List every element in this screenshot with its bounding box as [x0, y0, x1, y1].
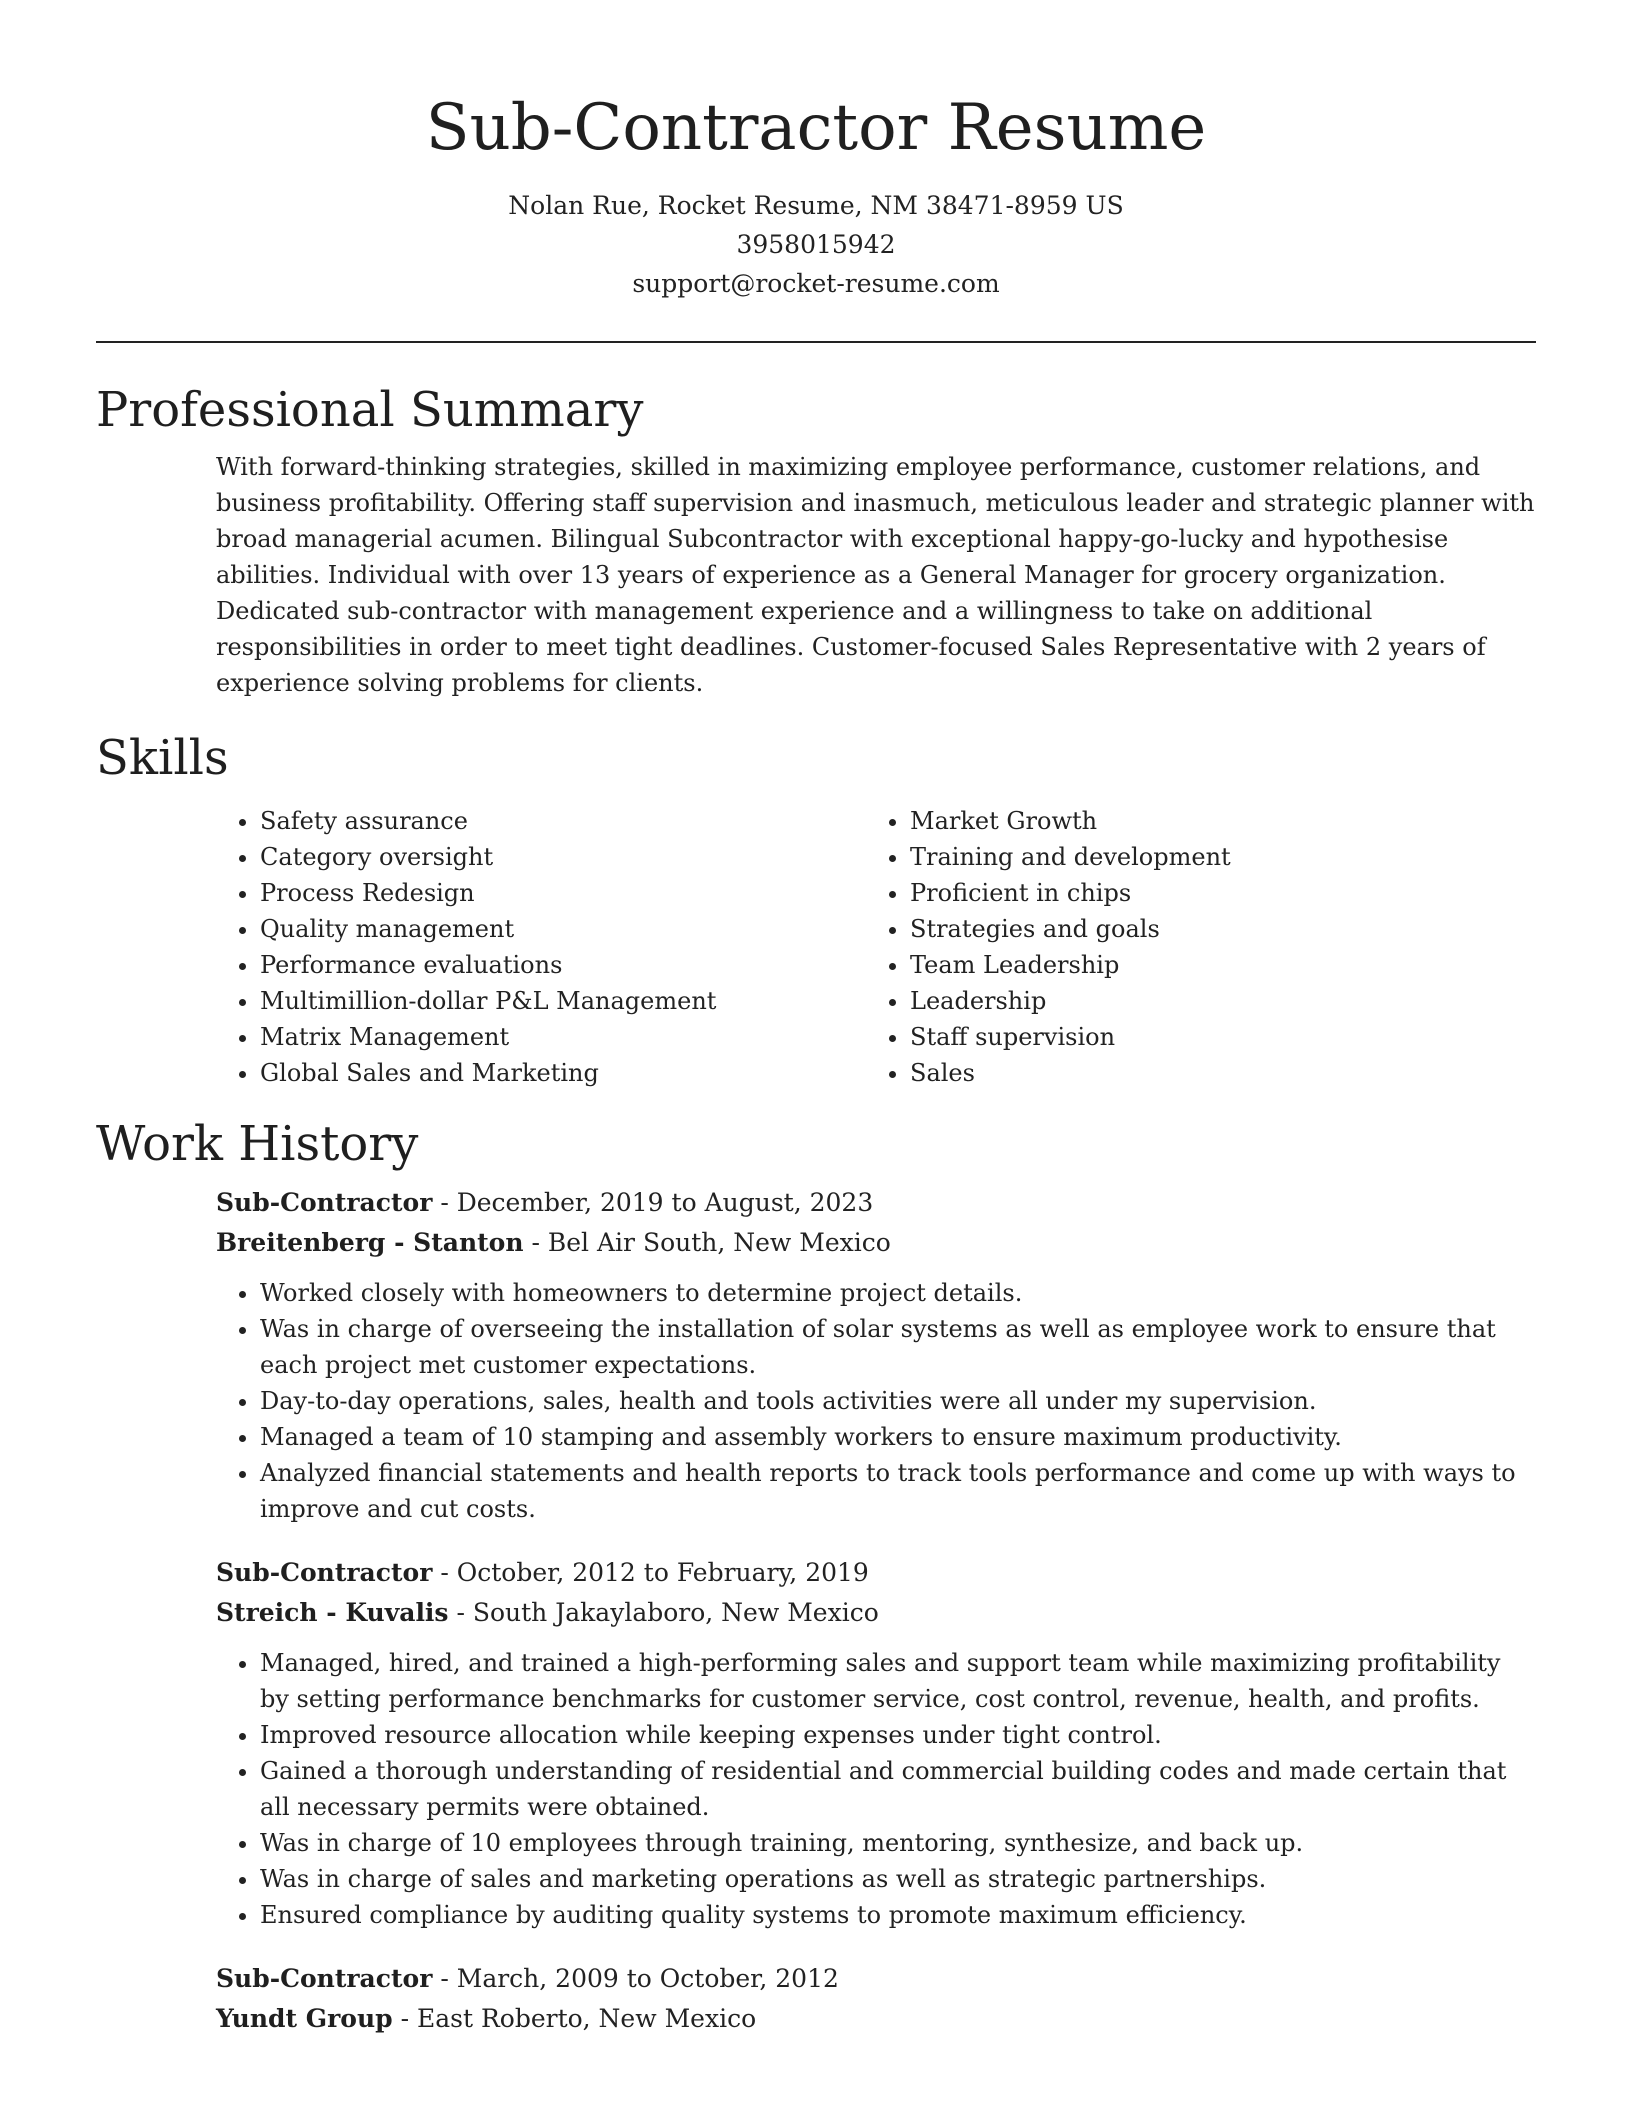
summary-text: With forward-thinking strategies, skilled in maximizing employee performance, customer relations, and business profitability. Offering staff supervision and inasmuch, meticulous leader and strategic planner with broad managerial acumen. Bilingual Subcontractor with exceptional happy-go-lucky and hypothesise abilities. Individual with over 13 years of experience as a General Manager for grocery organization. Dedicated sub-contractor with management experience and a willingness to take on additional responsibilities in order to meet tight deadlines. Customer-focused Sales Representative with 2 years of experience solving problems for clients.	[216, 453, 1535, 697]
job-bullet: • Improved resource allocation while keeping expenses under tight control.	[260, 1717, 1536, 1753]
job-bullet: • Worked closely with homeowners to determine project details.	[260, 1275, 1536, 1311]
resume-page	[96, 80, 1536, 2065]
contact-phone: 3958015942	[736, 230, 896, 259]
skill-item: • Quality management	[260, 911, 866, 947]
summary-heading: Professional Summary	[96, 382, 644, 438]
skill-item: • Staff supervision	[910, 1019, 1516, 1055]
skill-item: • Category oversight	[260, 839, 866, 875]
job-company: Streich - Kuvalis	[216, 1598, 449, 1627]
skill-item: • Multimillion-dollar P&L Management	[260, 983, 866, 1019]
contact-email: support@rocket-resume.com	[632, 269, 1000, 298]
job-bullet: • Was in charge of overseeing the installation of solar systems as well as employee work to ensure that each project met customer expectations.	[260, 1311, 1536, 1383]
page-title: Sub-Contractor Resume	[425, 91, 1207, 165]
job-company-line: Yundt Group - East Roberto, New Mexico	[216, 2004, 757, 2033]
skill-item: • Matrix Management	[260, 1019, 866, 1055]
skill-item: • Leadership	[910, 983, 1516, 1019]
skill-item: • Proficient in chips	[910, 875, 1516, 911]
job-location: Bel Air South, New Mexico	[547, 1228, 891, 1257]
skill-item: • Strategies and goals	[910, 911, 1516, 947]
job-bullet: • Ensured compliance by auditing quality systems to promote maximum efficiency.	[260, 1897, 1536, 1933]
skill-item: • Market Growth	[910, 803, 1516, 839]
job-dates: March, 2009 to October, 2012	[456, 1964, 839, 1993]
job-title: Sub-Contractor	[216, 1964, 433, 1993]
job-title: Sub-Contractor	[216, 1188, 433, 1217]
job-entry	[216, 1183, 1536, 1527]
contact-address: Nolan Rue, Rocket Resume, NM 38471-8959 US	[508, 191, 1124, 220]
job-company-line: Streich - Kuvalis - South Jakaylaboro, New Mexico	[216, 1598, 879, 1627]
skills-column-right	[866, 803, 1516, 1091]
job-bullet: • Was in charge of sales and marketing operations as well as strategic partnerships.	[260, 1861, 1536, 1897]
job-title: Sub-Contractor	[216, 1558, 433, 1587]
job-bullets	[216, 1645, 1536, 1933]
contact-block	[96, 186, 1536, 303]
skills-heading: Skills	[96, 730, 229, 786]
job-title-line: Sub-Contractor - March, 2009 to October, 2012	[216, 1964, 839, 1993]
job-bullets	[216, 1275, 1536, 1527]
job-bullet: • Analyzed financial statements and health reports to track tools performance and come up with ways to improve and cut costs.	[260, 1455, 1536, 1527]
job-location: South Jakaylaboro, New Mexico	[472, 1598, 879, 1627]
job-bullet: • Day-to-day operations, sales, health and tools activities were all under my supervision.	[260, 1383, 1536, 1419]
job-bullet: • Was in charge of 10 employees through training, mentoring, synthesize, and back up.	[260, 1825, 1536, 1861]
job-entry	[216, 1959, 1536, 2039]
job-dates: December, 2019 to August, 2023	[456, 1188, 874, 1217]
job-bullet: • Managed a team of 10 stamping and assembly workers to ensure maximum productivity.	[260, 1419, 1536, 1455]
skill-item: • Team Leadership	[910, 947, 1516, 983]
job-company-line: Breitenberg - Stanton - Bel Air South, New Mexico	[216, 1228, 891, 1257]
skill-item: • Global Sales and Marketing	[260, 1055, 866, 1091]
skills-column-left	[216, 803, 866, 1091]
skills-list	[216, 797, 1536, 1091]
job-company: Yundt Group	[216, 2004, 393, 2033]
job-title-line: Sub-Contractor - October, 2012 to February, 2019	[216, 1558, 869, 1587]
job-company: Breitenberg - Stanton	[216, 1228, 524, 1257]
job-entry	[216, 1553, 1536, 1933]
work-history-heading: Work History	[96, 1116, 419, 1172]
job-dates: October, 2012 to February, 2019	[456, 1558, 869, 1587]
job-bullet: • Managed, hired, and trained a high-performing sales and support team while maximizing profitability by setting performance benchmarks for customer service, cost control, revenue, health, and profits.	[260, 1645, 1536, 1717]
job-location: East Roberto, New Mexico	[416, 2004, 757, 2033]
skill-item: • Performance evaluations	[260, 947, 866, 983]
job-title-line: Sub-Contractor - December, 2019 to August, 2023	[216, 1188, 874, 1217]
header-divider	[96, 341, 1536, 343]
skill-item: • Sales	[910, 1055, 1516, 1091]
skill-item: • Training and development	[910, 839, 1516, 875]
job-bullet: • Gained a thorough understanding of residential and commercial building codes and made certain that all necessary permits were obtained.	[260, 1753, 1536, 1825]
skill-item: • Safety assurance	[260, 803, 866, 839]
skill-item: • Process Redesign	[260, 875, 866, 911]
